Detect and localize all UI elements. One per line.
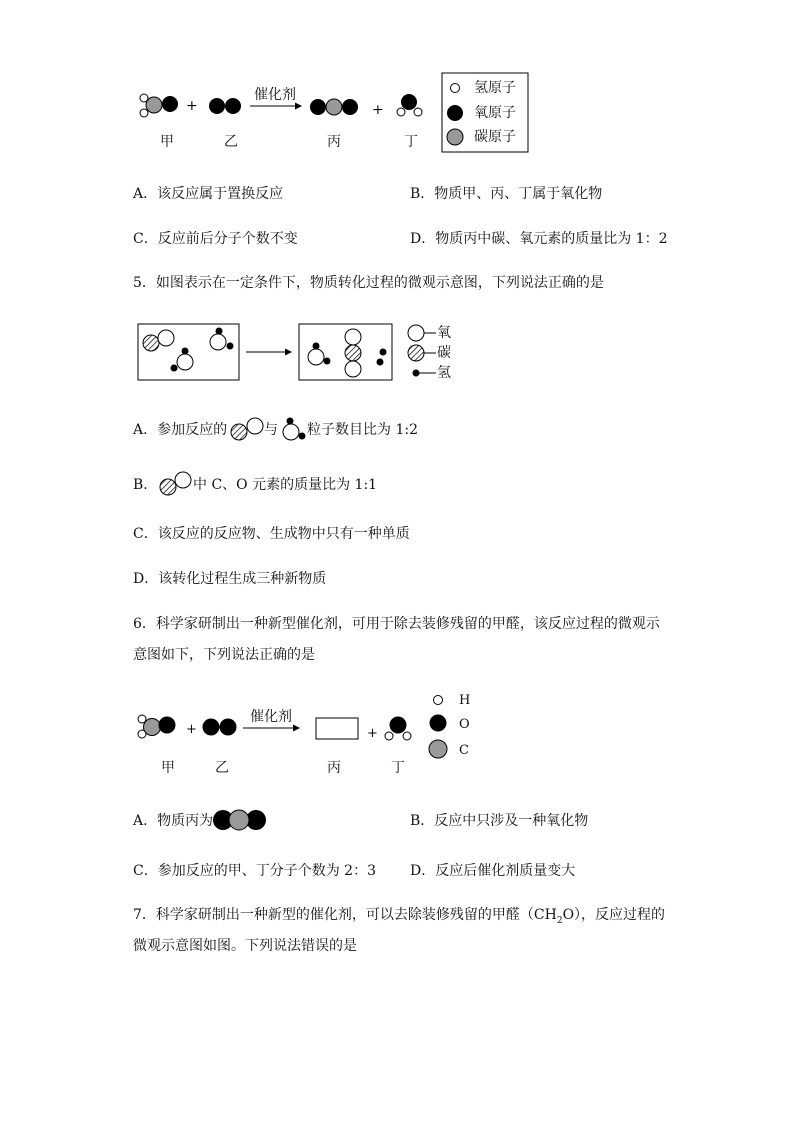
q4-option-c: C．反应前后分子个数不变 <box>133 231 298 247</box>
q6-option-a-pre: A．物质丙为 <box>133 813 214 829</box>
q7-subscript-2: 2 <box>556 915 563 926</box>
q4-label-jia: 甲 <box>160 134 174 150</box>
q4-plus-sign: + <box>372 102 384 118</box>
q7-stem-line1 <box>133 906 665 930</box>
q4-option-b: B．物质甲、丙、丁属于氧化物 <box>410 186 603 202</box>
q6-plus-sign: + <box>186 722 197 737</box>
q4-legend-oxygen-label: 氧原子 <box>474 105 516 121</box>
q5-option-b-pre: B． <box>133 477 158 493</box>
q4-catalyst-label: 催化剂 <box>254 87 296 103</box>
q6-option-d: D．反应后催化剂质量变大 <box>410 863 576 879</box>
q6-stem-line1: 6．科学家研制出一种新型催化剂，可用于除去装修残留的甲醛，该反应过程的微观示 <box>133 616 660 632</box>
q5-legend-carbon-label: 碳 <box>437 345 451 361</box>
q4-plus-sign: + <box>186 98 198 114</box>
q5-option-d: D．该转化过程生成三种新物质 <box>133 571 327 587</box>
q5-option-b-post: 中 C、O 元素的质量比为 1:1 <box>193 477 378 493</box>
q6-label-jia: 甲 <box>161 760 175 776</box>
q7-stem-line1-post: O），反应过程的 <box>562 907 666 923</box>
q5-legend-oxygen-label: 氧 <box>437 325 451 341</box>
q6-catalyst-label: 催化剂 <box>250 709 292 725</box>
q4-label-bing: 丙 <box>327 134 341 150</box>
q6-legend-o-label: O <box>459 717 470 732</box>
q5-option-c: C．该反应的反应物、生成物中只有一种单质 <box>133 526 410 542</box>
q4-label-ding: 丁 <box>404 134 418 150</box>
q6-stem-line2: 意图如下，下列说法正确的是 <box>133 647 315 663</box>
q5-option-a-post: 粒子数目比为 1:2 <box>307 422 418 438</box>
q6-legend-h-label: H <box>459 693 471 708</box>
q4-legend-hydrogen-label: 氢原子 <box>474 80 516 96</box>
q6-label-bing: 丙 <box>327 760 341 776</box>
q4-legend-carbon-label: 碳原子 <box>474 129 516 145</box>
q7-stem-line2: 微观示意图如图。下列说法错误的是 <box>133 938 357 954</box>
q7-stem-line1-pre: 7．科学家研制出一种新型的催化剂，可以去除装修残留的甲醛（CH <box>133 907 557 923</box>
q4-option-d: D．物质丙中碳、氧元素的质量比为 1：2 <box>410 231 668 247</box>
q6-option-c: C．参加反应的甲、丁分子个数为 2：3 <box>133 863 376 879</box>
q6-legend-c-label: C <box>459 743 469 758</box>
q6-opt-carbon-atom <box>229 810 249 830</box>
q6-label-ding: 丁 <box>391 760 405 776</box>
q6-plus-sign: + <box>367 726 378 741</box>
q5-option-a-pre: A．参加反应的 <box>133 422 228 438</box>
q6-label-yi: 乙 <box>215 760 229 776</box>
q4-option-a: A．该反应属于置换反应 <box>133 186 284 202</box>
q6-option-b: B．反应中只涉及一种氧化物 <box>410 813 589 829</box>
q4-label-yi: 乙 <box>224 134 238 150</box>
q5-stem: 5．如图表示在一定条件下，物质转化过程的微观示意图，下列说法正确的是 <box>133 275 604 291</box>
q5-legend-hydrogen-label: 氢 <box>437 365 451 381</box>
q5-option-a-mid: 与 <box>264 422 278 438</box>
